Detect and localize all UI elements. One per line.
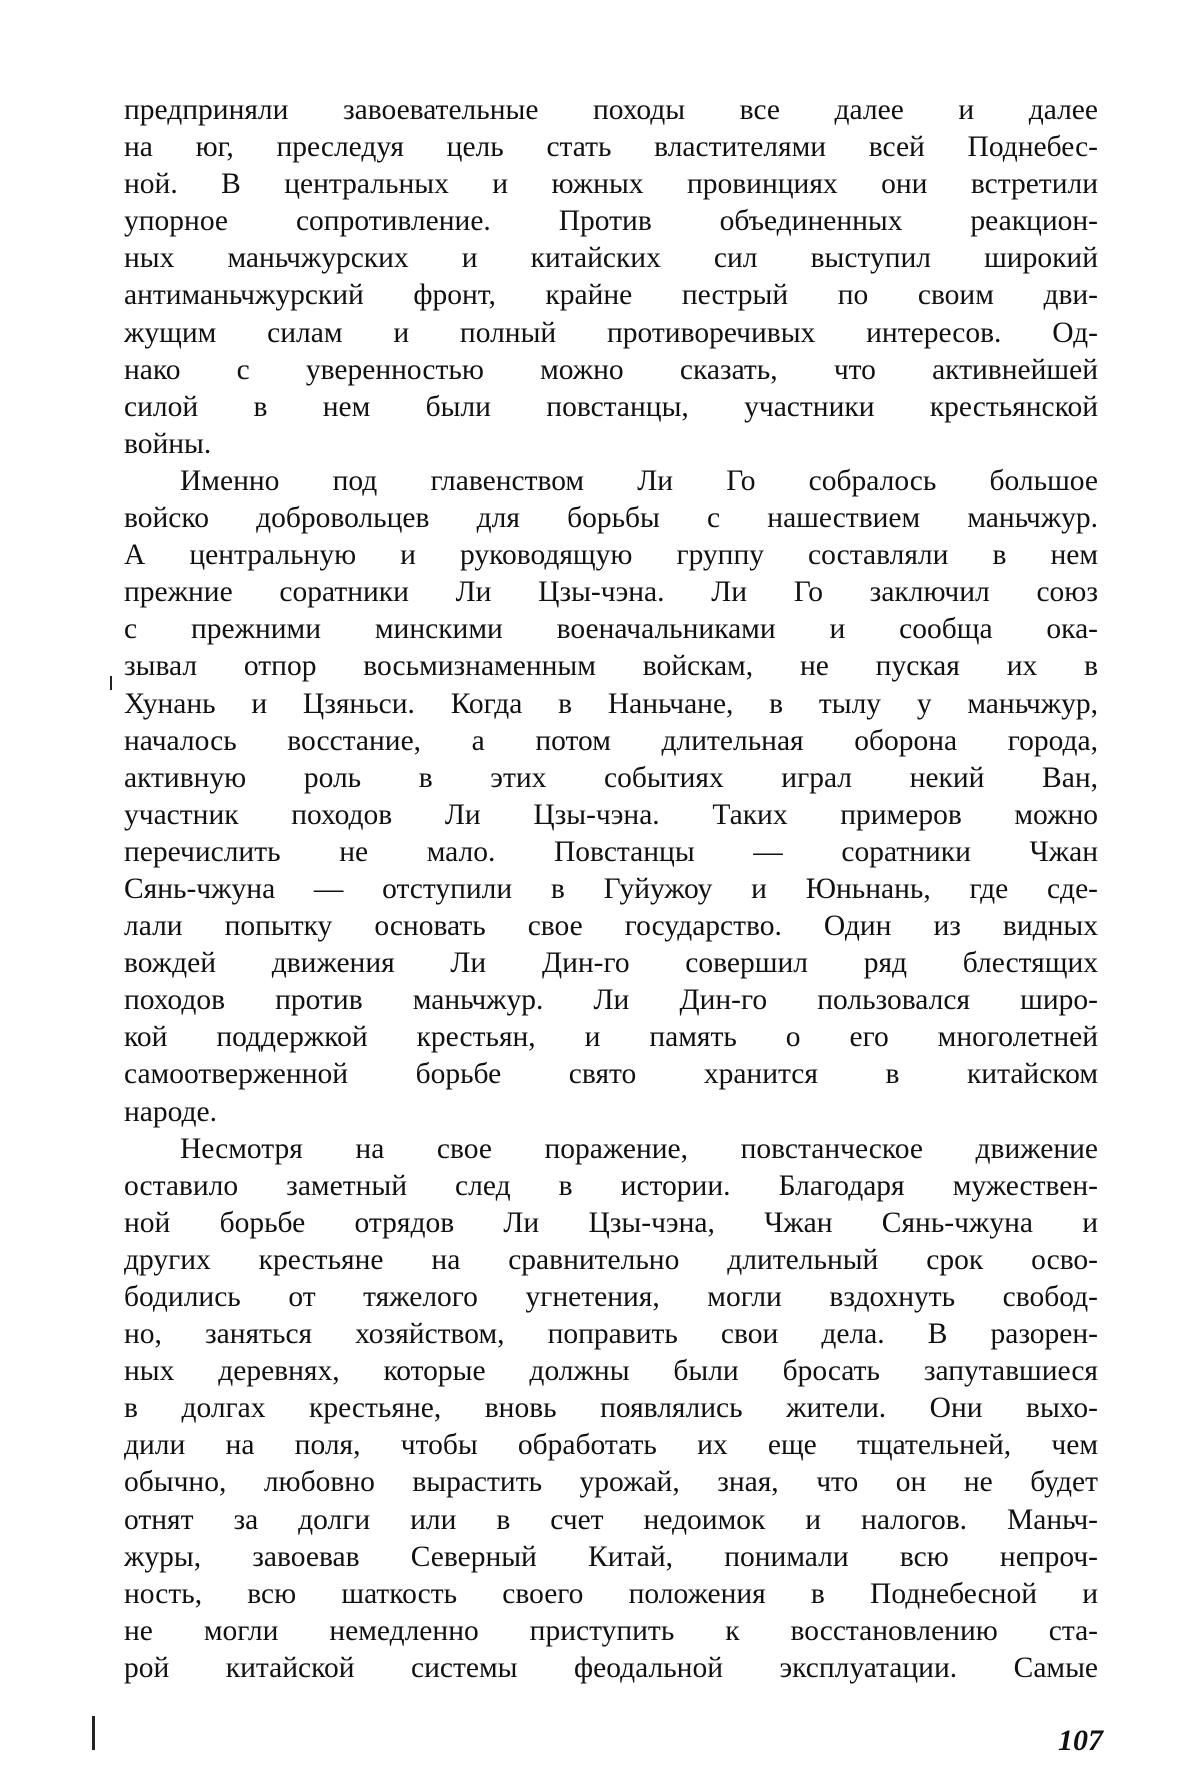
paragraph-1 [124, 92, 1098, 463]
text-line: самоотверженной борьбе свято хранится в китайском [124, 1058, 1098, 1091]
text-line: войско добровольцев для борьбы с нашествием маньчжур. [124, 502, 1098, 535]
text-line: ных маньчжурских и китайских сил выступил широкий [124, 242, 1098, 275]
text-line: бодились от тяжелого угнетения, могли вздохнуть свобод- [124, 1281, 1098, 1313]
text-line: журы, завоевав Северный Китай, понимали всю непроч- [124, 1540, 1098, 1573]
text-line: перечислить не мало. Повстанцы — соратники Чжан [124, 835, 1098, 868]
text-line: вождей движения Ли Дин-го совершил ряд блестящих [124, 947, 1098, 980]
page-number: 107 [1058, 1724, 1103, 1757]
text-line: но, заняться хозяйством, поправить свои дела. В разорен- [124, 1318, 1098, 1351]
text-line: на юг, преследуя цель стать властителями всей Поднебес- [124, 131, 1098, 164]
text-line: активную роль в этих событиях играл некий Ван, [124, 761, 1098, 794]
text-line: с прежними минскими военачальниками и сообща ока- [124, 613, 1098, 646]
text-line: силой в нем были повстанцы, участники крестьянской [124, 390, 1098, 423]
text-line: лали попытку основать свое государство. Один из видных [124, 910, 1098, 943]
margin-mark [110, 676, 112, 690]
text-line: предприняли завоевательные походы все далее и далее [124, 94, 1098, 126]
text-line: прежние соратники Ли Цзы-чэна. Ли Го заключил союз [124, 576, 1098, 609]
text-line: ной борьбе отрядов Ли Цзы-чэна, Чжан Сянь-чжуна и [124, 1206, 1098, 1239]
paragraph-3 [124, 1131, 1098, 1687]
text-line: кой поддержкой крестьян, и память о его многолетней [124, 1021, 1098, 1054]
text-line: не могли немедленно приступить к восстановлению ста- [124, 1614, 1098, 1647]
text-line: других крестьяне на сравнительно длительный срок осво- [124, 1243, 1098, 1276]
text-line: рой китайской системы феодальной эксплуатации. Самые [124, 1651, 1098, 1684]
text-line: войны. [124, 427, 212, 460]
text-line: ность, всю шаткость своего положения в Поднебесной и [124, 1577, 1098, 1610]
text-line: оставило заметный след в истории. Благодаря мужествен- [124, 1169, 1098, 1202]
text-line: антиманьчжурский фронт, крайне пестрый по своим дви- [124, 279, 1098, 312]
page-body [124, 92, 1098, 1687]
text-line: Хунань и Цзяньси. Когда в Наньчане, в тылу у маньчжур, [124, 687, 1098, 720]
text-line: зывал отпор восьмизнаменным войскам, не пуская их в [124, 650, 1098, 683]
text-line: ных деревнях, которые должны были бросать запутавшиеся [124, 1355, 1098, 1388]
text-line: ной. В центральных и южных провинциях они встретили [124, 168, 1098, 201]
text-line: началось восстание, а потом длительная оборона города, [124, 724, 1098, 757]
text-line: нако с уверенностью можно сказать, что активнейшей [124, 353, 1098, 386]
text-line: в долгах крестьяне, вновь появлялись жители. Они выхо- [124, 1392, 1098, 1425]
scan-artifact-mark [92, 1716, 95, 1750]
text-line: Сянь-чжуна — отступили в Гуйужоу и Юньнань, где сде- [124, 872, 1098, 905]
text-line: Именно под главенством Ли Го собралось большое [180, 464, 1098, 497]
text-line: А центральную и руководящую группу составляли в нем [124, 539, 1098, 572]
text-line: походов против маньчжур. Ли Дин-го пользовался широ- [124, 984, 1098, 1017]
text-line: Несмотря на свое поражение, повстанческое движение [180, 1132, 1098, 1165]
text-line: обычно, любовно вырастить урожай, зная, что он не будет [124, 1466, 1098, 1499]
text-line: жущим силам и полный противоречивых интересов. Од- [124, 316, 1098, 349]
paragraph-2 [124, 463, 1098, 1131]
text-line: отнят за долги или в счет недоимок и налогов. Маньч- [124, 1503, 1098, 1536]
text-line: участник походов Ли Цзы-чэна. Таких примеров можно [124, 798, 1098, 831]
text-line: дили на поля, чтобы обработать их еще тщательней, чем [124, 1429, 1098, 1462]
text-line: народе. [124, 1095, 218, 1128]
text-line: упорное сопротивление. Против объединенных реакцион- [124, 205, 1098, 238]
